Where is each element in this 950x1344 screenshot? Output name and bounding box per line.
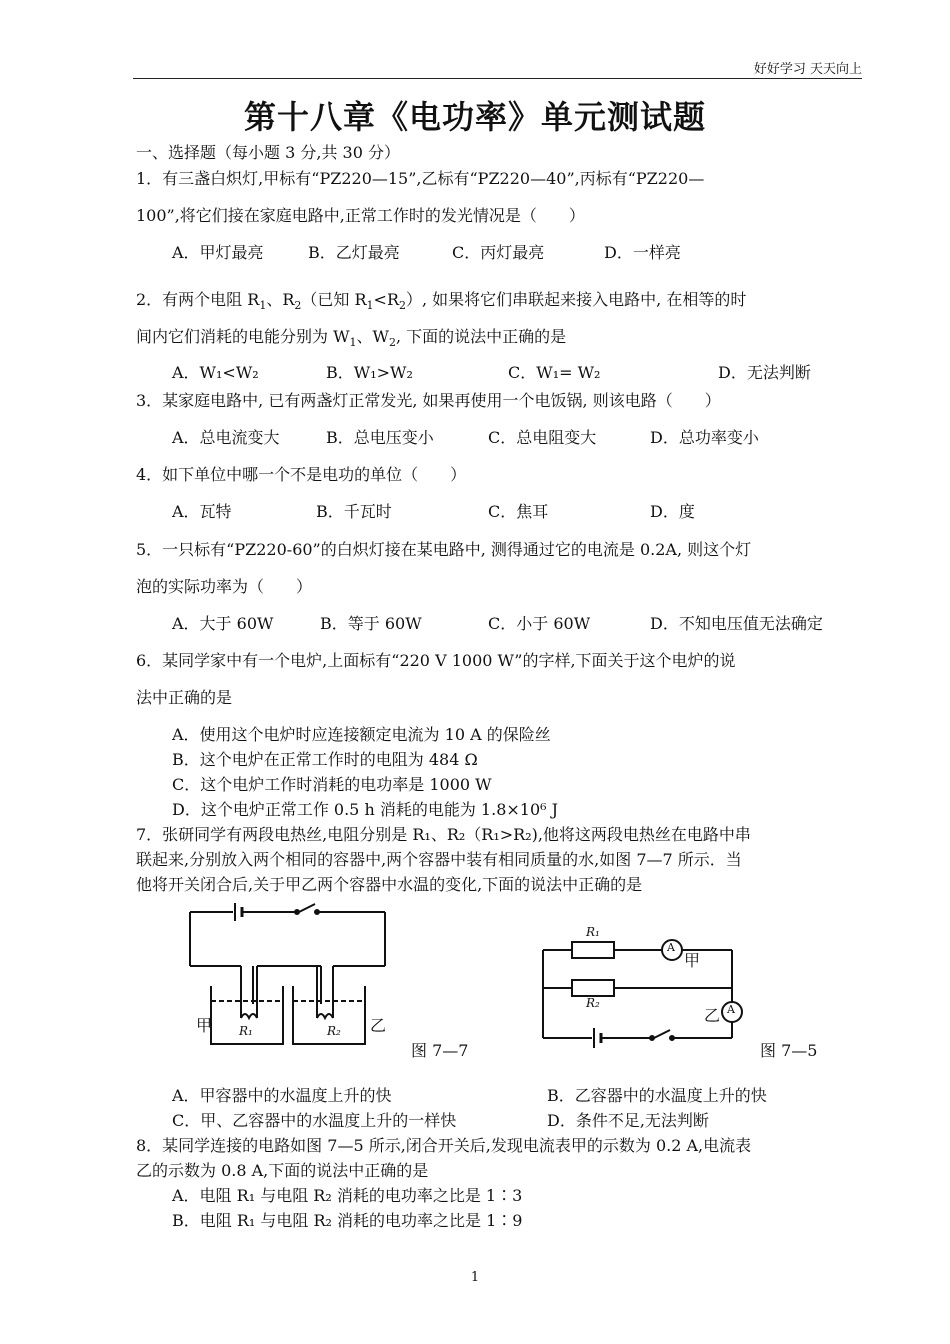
q1-option-c: C．丙灯最亮 bbox=[452, 243, 545, 262]
q3-option-d: D．总功率变小 bbox=[650, 428, 759, 447]
q4-option-c: C．焦耳 bbox=[488, 502, 549, 521]
q4-line1: 4．如下单位中哪一个不是电功的单位（ ） bbox=[136, 465, 467, 484]
header-rule bbox=[133, 78, 862, 79]
q2-option-b: B．W₁>W₂ bbox=[326, 363, 413, 382]
q1-option-d: D．一样亮 bbox=[604, 243, 681, 262]
q2-line1: 2．有两个电阻 $R_1$、$R_2$（已知 $R_1<R_2$）, 如果将它们串联起来接入电路中, 在相等的时 bbox=[136, 290, 747, 313]
q3-option-a: A．总电流变大 bbox=[172, 428, 280, 447]
q8-line2: 乙的示数为 0.8 A,下面的说法中正确的是 bbox=[136, 1161, 429, 1180]
q3-option-b: B．总电压变小 bbox=[326, 428, 434, 447]
fig2-label-r2: R₂ bbox=[586, 996, 600, 1010]
figure-7-7-circuit bbox=[185, 898, 395, 1050]
q4-option-b: B．千瓦时 bbox=[316, 502, 392, 521]
q3-option-c: C．总电阻变大 bbox=[488, 428, 597, 447]
fig2-ammeter-jia: A bbox=[667, 941, 675, 954]
q2-text-b: 、R bbox=[266, 290, 295, 309]
page-title: 第十八章《电功率》单元测试题 bbox=[243, 98, 706, 136]
q1-option-b: B．乙灯最亮 bbox=[308, 243, 400, 262]
q2-option-d: D．无法判断 bbox=[718, 363, 811, 382]
q2-option-a: A．W₁<W₂ bbox=[172, 363, 259, 382]
fig2-ammeter-yi: A bbox=[727, 1003, 735, 1016]
q6-line2: 法中正确的是 bbox=[136, 688, 233, 707]
q2-text-d: <R bbox=[373, 290, 399, 309]
q6-option-a: A．使用这个电炉时应连接额定电流为 10 A 的保险丝 bbox=[172, 725, 551, 744]
figure-7-7-caption: 图 7—7 bbox=[411, 1041, 469, 1060]
fig1-label-r2: R₂ bbox=[327, 1024, 341, 1038]
q7-line1: 7．张研同学有两段电热丝,电阻分别是 R₁、R₂（R₁>R₂),他将这两段电热丝在电路中串 bbox=[136, 825, 751, 844]
q2-text-a: 2．有两个电阻 R bbox=[136, 290, 260, 309]
q2-line2-b: 、W bbox=[356, 327, 389, 346]
q2-line2-c: , 下面的说法中正确的是 bbox=[396, 327, 567, 346]
q4-option-a: A．瓦特 bbox=[172, 502, 232, 521]
fig2-label-yi: 乙 bbox=[704, 1006, 721, 1025]
q2-text-e: ）, 如果将它们串联起来接入电路中, 在相等的时 bbox=[405, 290, 747, 309]
q7-option-b: B．乙容器中的水温度上升的快 bbox=[547, 1086, 767, 1105]
section-heading: 一、选择题（每小题 3 分,共 30 分） bbox=[136, 143, 400, 162]
q5-line2: 泡的实际功率为（ ） bbox=[136, 577, 313, 596]
q8-line1: 8．某同学连接的电路如图 7—5 所示,闭合开关后,发现电流表甲的示数为 0.2 A,电流表 bbox=[136, 1136, 752, 1155]
fig1-label-yi: 乙 bbox=[370, 1016, 387, 1035]
header-motto: 好好学习 天天向上 bbox=[753, 62, 862, 77]
q8-option-b: B．电阻 R₁ 与电阻 R₂ 消耗的电功率之比是 1∶9 bbox=[172, 1211, 523, 1230]
q2-line2-a: 间内它们消耗的电能分别为 W bbox=[136, 327, 350, 346]
q6-option-d: D．这个电炉正常工作 0.5 h 消耗的电能为 1.8×10⁶ J bbox=[172, 800, 559, 819]
fig2-label-r1: R₁ bbox=[586, 925, 600, 939]
q1-option-a: A．甲灯最亮 bbox=[172, 243, 264, 262]
q5-line1: 5．一只标有“PZ220-60”的白炽灯接在某电路中, 测得通过它的电流是 0.2A, 则这个灯 bbox=[136, 540, 752, 559]
q2-option-c: C．W₁= W₂ bbox=[508, 363, 601, 382]
q7-line2: 联起来,分别放入两个相同的容器中,两个容器中装有相同质量的水,如图 7—7 所示．当 bbox=[136, 850, 742, 869]
page-number: 1 bbox=[470, 1270, 480, 1285]
figure-7-5-caption: 图 7—5 bbox=[760, 1041, 818, 1060]
q7-option-c: C．甲、乙容器中的水温度上升的一样快 bbox=[172, 1111, 457, 1130]
q2-text-c: （已知 R bbox=[301, 290, 367, 309]
fig2-label-jia: 甲 bbox=[684, 951, 701, 970]
q6-option-c: C．这个电炉工作时消耗的电功率是 1000 W bbox=[172, 775, 492, 794]
q7-option-a: A．甲容器中的水温度上升的快 bbox=[172, 1086, 392, 1105]
q6-line1: 6．某同学家中有一个电炉,上面标有“220 V 1000 W”的字样,下面关于这个电炉的说 bbox=[136, 651, 736, 670]
q2-line2: 间内它们消耗的电能分别为 $W_1$、$W_2$, 下面的说法中正确的是 bbox=[136, 327, 567, 350]
q5-option-a: A．大于 60W bbox=[172, 614, 274, 633]
fig1-label-r1: R₁ bbox=[239, 1024, 253, 1038]
q8-option-a: A．电阻 R₁ 与电阻 R₂ 消耗的电功率之比是 1∶3 bbox=[172, 1186, 523, 1205]
q5-option-c: C．小于 60W bbox=[488, 614, 591, 633]
fig1-label-jia: 甲 bbox=[196, 1016, 213, 1035]
q5-option-d: D．不知电压值无法确定 bbox=[650, 614, 823, 633]
figure-7-5-circuit bbox=[538, 920, 744, 1050]
q7-line3: 他将开关闭合后,关于甲乙两个容器中水温的变化,下面的说法中正确的是 bbox=[136, 875, 643, 894]
q4-option-d: D．度 bbox=[650, 502, 695, 521]
q5-option-b: B．等于 60W bbox=[320, 614, 422, 633]
q3-line1: 3．某家庭电路中, 已有两盏灯正常发光, 如果再使用一个电饭锅, 则该电路（ ） bbox=[136, 391, 721, 410]
q1-line1: 1．有三盏白炽灯,甲标有“PZ220—15”,乙标有“PZ220—40”,丙标有“PZ220— bbox=[136, 169, 705, 188]
q7-option-d: D．条件不足,无法判断 bbox=[547, 1111, 709, 1130]
q1-line2: 100”,将它们接在家庭电路中,正常工作时的发光情况是（ ） bbox=[136, 206, 585, 225]
q6-option-b: B．这个电炉在正常工作时的电阻为 484 Ω bbox=[172, 750, 478, 769]
